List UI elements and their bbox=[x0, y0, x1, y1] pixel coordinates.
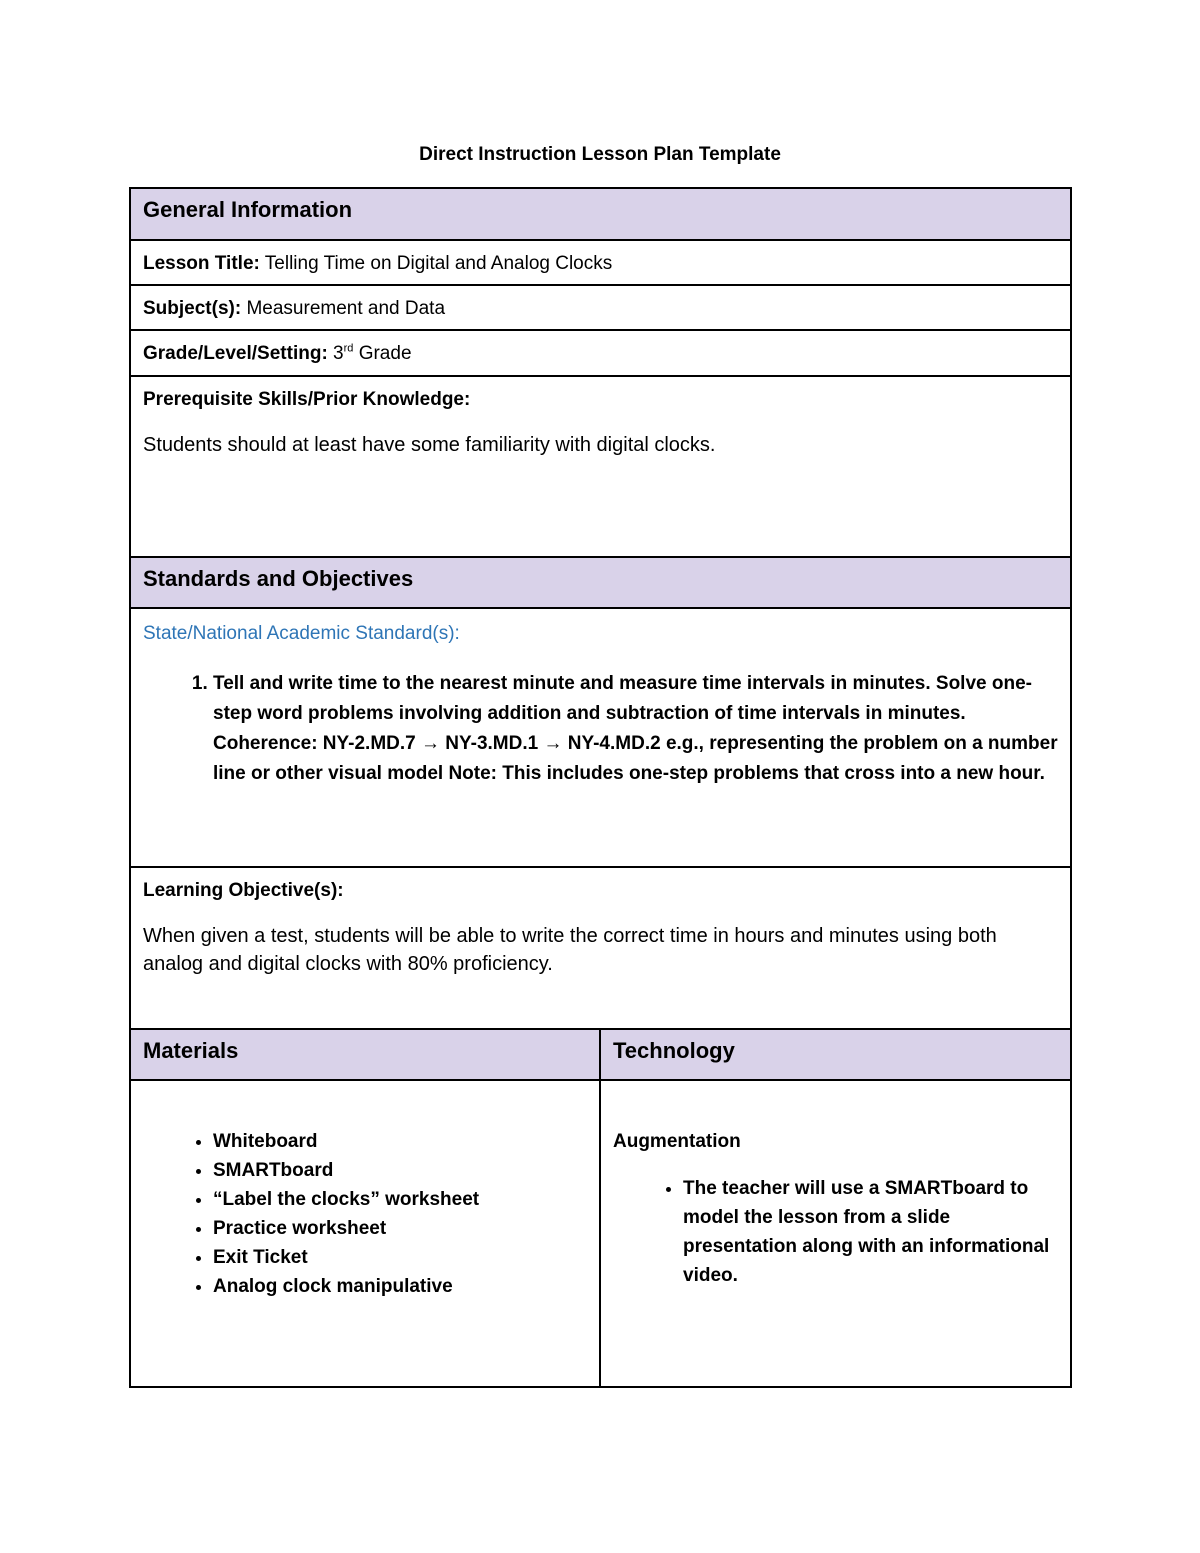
lesson-title-value: Telling Time on Digital and Analog Clocks bbox=[259, 253, 613, 274]
objectives-row bbox=[130, 867, 1071, 1029]
subjects-label: Subject(s): bbox=[143, 298, 242, 319]
materials-header: Materials bbox=[130, 1029, 600, 1080]
objectives-cell bbox=[130, 867, 1071, 1029]
materials-technology-row bbox=[130, 1080, 1071, 1387]
materials-item: • SMARTboard bbox=[213, 1156, 587, 1185]
lesson-title-row bbox=[130, 240, 1071, 285]
subjects-value: Measurement and Data bbox=[241, 298, 446, 319]
objectives-value: When given a test, students will be able to write the correct time in hours and minutes using both analog and digital clocks with 80% proficiency. bbox=[143, 925, 997, 975]
materials-item: • “Label the clocks” worksheet bbox=[213, 1185, 587, 1214]
standards-objectives-header: Standards and Objectives bbox=[130, 557, 1071, 608]
lesson-plan-table bbox=[129, 187, 1072, 1388]
objectives-label: Learning Objective(s): bbox=[143, 880, 344, 901]
standards-list bbox=[143, 669, 1058, 789]
technology-list bbox=[613, 1174, 1058, 1290]
technology-header: Technology bbox=[600, 1029, 1071, 1080]
materials-list bbox=[143, 1127, 587, 1301]
prerequisite-label: Prerequisite Skills/Prior Knowledge: bbox=[143, 389, 471, 410]
materials-cell bbox=[130, 1080, 600, 1387]
general-information-header-row bbox=[130, 188, 1071, 240]
materials-item: • Practice worksheet bbox=[213, 1214, 587, 1243]
technology-level: Augmentation bbox=[613, 1131, 741, 1152]
lesson-title-cell bbox=[130, 240, 1071, 285]
standards-label: State/National Academic Standard(s): bbox=[143, 623, 460, 644]
standard-item: 1. Tell and write time to the nearest minute and measure time intervals in minutes. Solve one-step word problems involving addition and subtraction of time intervals in minutes. Coherence: NY-2.MD.7 → NY-3.MD.1 → NY-4.MD.2 e.g., representing the problem on a number line or other visual model Note: This includes one-step problems that cross into a new hour. bbox=[213, 669, 1058, 789]
materials-technology-header-row bbox=[130, 1029, 1071, 1080]
general-information-header: General Information bbox=[130, 188, 1071, 240]
grade-value-number: 3 bbox=[327, 343, 344, 364]
standards-objectives-header-row bbox=[130, 557, 1071, 608]
standards-cell bbox=[130, 608, 1071, 867]
lesson-title-label: Lesson Title: bbox=[143, 253, 260, 274]
grade-value-suffix: rd bbox=[343, 342, 354, 355]
prerequisite-value: Students should at least have some familiarity with digital clocks. bbox=[143, 434, 716, 456]
materials-item: • Whiteboard bbox=[213, 1127, 587, 1156]
grade-label: Grade/Level/Setting: bbox=[143, 343, 328, 364]
subjects-row bbox=[130, 285, 1071, 330]
prerequisite-cell bbox=[130, 376, 1071, 557]
grade-value-word: Grade bbox=[353, 343, 412, 364]
grade-cell bbox=[130, 330, 1071, 376]
document-title: Direct Instruction Lesson Plan Template bbox=[419, 144, 781, 165]
technology-item: • The teacher will use a SMARTboard to model the lesson from a slide presentation along with an informational video. bbox=[683, 1174, 1058, 1290]
grade-row bbox=[130, 330, 1071, 376]
standards-row bbox=[130, 608, 1071, 867]
subjects-cell bbox=[130, 285, 1071, 330]
prerequisite-row bbox=[130, 376, 1071, 557]
materials-item: • Exit Ticket bbox=[213, 1243, 587, 1272]
technology-cell bbox=[600, 1080, 1071, 1387]
materials-item: • Analog clock manipulative bbox=[213, 1272, 587, 1301]
